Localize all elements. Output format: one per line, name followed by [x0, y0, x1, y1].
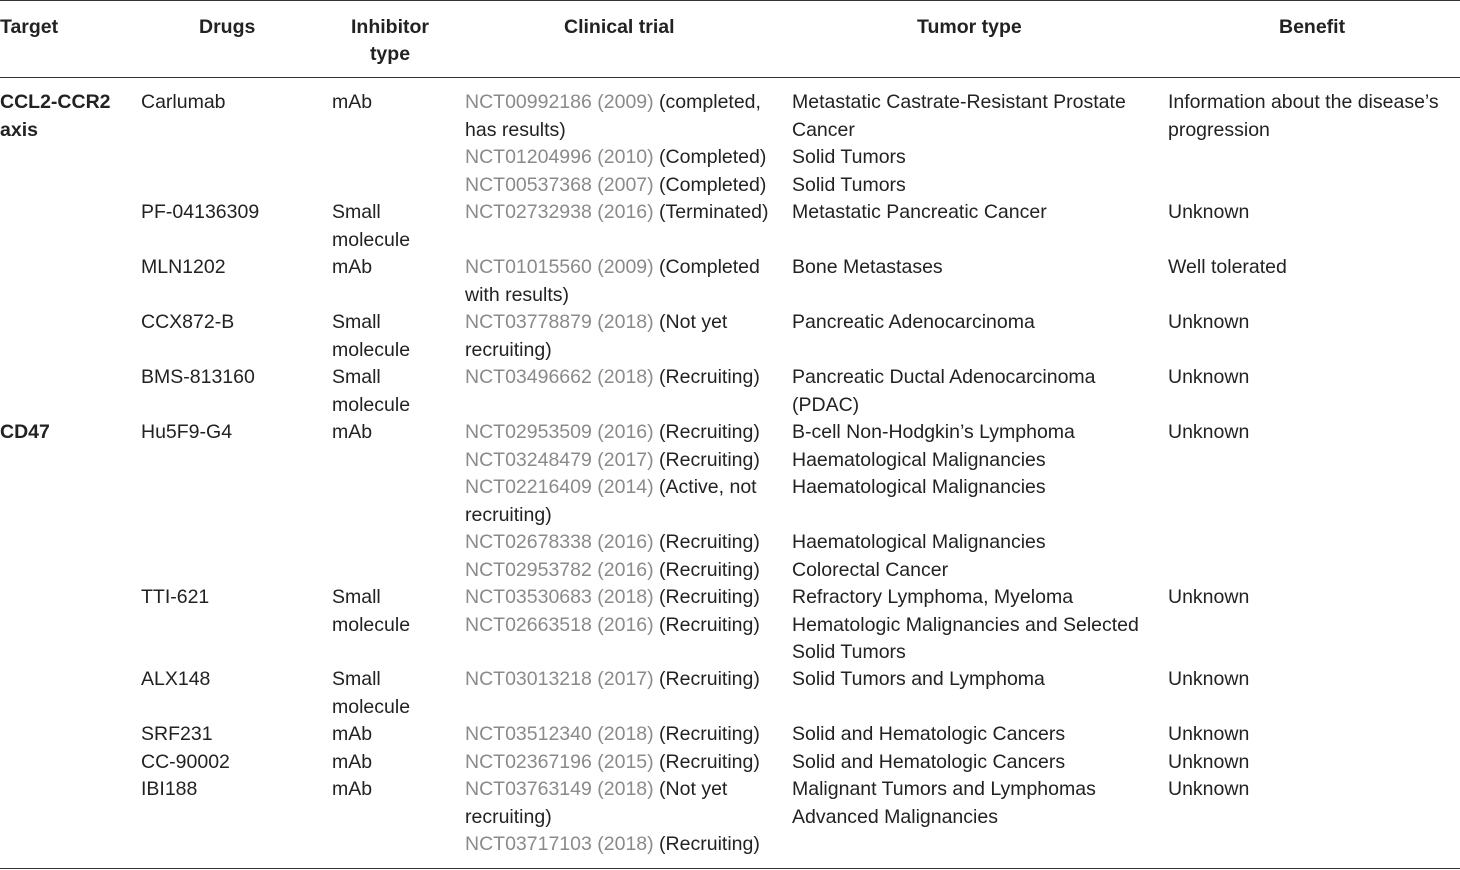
inhibitor-type-cell: Small molecule	[332, 668, 411, 718]
trial-year: (2015)	[597, 751, 654, 773]
tumor-entry: Solid and Hematologic Cancers	[792, 751, 1066, 773]
trial-status: (Recruiting)	[653, 586, 760, 608]
trial-status: (Recruiting)	[653, 668, 760, 690]
trial-entry	[465, 584, 785, 612]
tumor-entry: Colorectal Cancer	[792, 558, 949, 581]
header-target: Target	[0, 16, 59, 38]
tumor-type-cell	[792, 721, 1162, 749]
trial-year: (2016)	[597, 558, 654, 581]
drug-cell: BMS-813160	[141, 366, 255, 388]
tumor-entry: Pancreatic Ductal Adenocarcinoma (PDAC)	[792, 366, 1096, 416]
trial-year: (2018)	[597, 723, 654, 745]
tumor-entry: Metastatic Pancreatic Cancer	[792, 201, 1047, 223]
clinical-trial-cell	[465, 309, 785, 364]
tumor-entry: Haematological Malignancies	[792, 476, 1046, 498]
tumor-type-cell	[792, 89, 1162, 199]
header-benefit: Benefit	[1279, 16, 1346, 38]
drug-cell: IBI188	[141, 778, 198, 800]
tumor-entry: Malignant Tumors and Lymphomas	[792, 778, 1096, 800]
drug-cell: SRF231	[141, 723, 213, 745]
trial-status: (Completed)	[653, 146, 767, 168]
trial-year: (2010)	[597, 146, 654, 168]
inhibitor-type-cell: Small molecule	[332, 311, 411, 361]
trial-year: (2018)	[597, 833, 654, 855]
trial-id: NCT02953782	[465, 558, 592, 581]
tumor-entry: Solid Tumors	[792, 146, 906, 168]
tumor-entry: Metastatic Castrate-Resistant Prostate Cancer	[792, 91, 1126, 141]
tumor-entry: Solid Tumors	[792, 173, 906, 196]
trial-id: NCT02678338	[465, 531, 592, 553]
trial-status: (Completed with results)	[465, 256, 760, 306]
trial-id: NCT02663518	[465, 613, 592, 636]
drug-cell: MLN1202	[141, 256, 226, 278]
trial-id: NCT03496662	[465, 366, 592, 388]
drug-cell: Hu5F9-G4	[141, 421, 233, 443]
trial-year: (2017)	[597, 668, 654, 690]
drug-cell: TTI-621	[141, 586, 210, 608]
tumor-entry: Advanced Malignancies	[792, 805, 998, 828]
benefit-cell: Information about the disease’s progression	[1168, 91, 1439, 141]
trial-status: (completed, has results)	[465, 91, 761, 141]
trial-entry	[465, 199, 785, 227]
tumor-entry: Refractory Lymphoma, Myeloma	[792, 586, 1074, 608]
tumor-type-cell	[792, 254, 1162, 282]
trial-status: (Recruiting)	[653, 751, 760, 773]
inhibitor-type-cell: mAb	[332, 751, 373, 773]
trial-id: NCT01204996	[465, 146, 592, 168]
benefit-cell: Unknown	[1168, 311, 1250, 333]
trial-year: (2018)	[597, 311, 654, 333]
benefit-cell: Unknown	[1168, 751, 1250, 773]
benefit-cell: Unknown	[1168, 366, 1250, 388]
clinical-trial-cell	[465, 749, 785, 777]
header-rule	[0, 77, 1460, 78]
trial-status: (Recruiting)	[653, 366, 760, 388]
trial-entry	[465, 419, 785, 447]
trial-status: (Recruiting)	[653, 531, 760, 553]
tumor-type-cell	[792, 364, 1162, 419]
tumor-entry: Haematological Malignancies	[792, 448, 1046, 471]
tumor-entry: Pancreatic Adenocarcinoma	[792, 311, 1035, 333]
benefit-cell: Unknown	[1168, 421, 1250, 443]
tumor-entry: Bone Metastases	[792, 256, 943, 278]
inhibitor-type-cell: Small molecule	[332, 201, 411, 251]
trial-year: (2016)	[597, 531, 654, 553]
trial-year: (2014)	[597, 476, 654, 498]
trial-year: (2007)	[597, 173, 654, 196]
tumor-entry: Haematological Malignancies	[792, 531, 1046, 553]
trial-id: NCT02367196	[465, 751, 592, 773]
trial-id: NCT00992186	[465, 91, 592, 113]
benefit-cell: Unknown	[1168, 778, 1250, 800]
trial-entry	[465, 254, 785, 309]
inhibitor-type-cell: Small molecule	[332, 366, 411, 416]
trial-entry	[465, 749, 785, 777]
trial-status: (Completed)	[653, 173, 767, 196]
inhibitor-type-cell: mAb	[332, 778, 373, 800]
tumor-type-cell	[792, 666, 1162, 694]
trial-year: (2016)	[597, 613, 654, 636]
trial-id: NCT03248479	[465, 448, 592, 471]
trial-status: (Recruiting)	[653, 833, 760, 855]
trial-status: (Recruiting)	[653, 558, 760, 581]
trial-entry	[465, 144, 785, 172]
top-rule	[0, 0, 1460, 1]
trial-year: (2009)	[597, 91, 654, 113]
clinical-trial-cell	[465, 199, 785, 227]
trial-year: (2018)	[597, 778, 654, 800]
trial-status: (Not yet recruiting)	[465, 778, 728, 828]
tumor-type-cell	[792, 199, 1162, 227]
clinical-trial-cell	[465, 254, 785, 309]
trial-entry	[465, 474, 785, 529]
tumor-entry: B-cell Non-Hodgkin’s Lymphoma	[792, 421, 1075, 443]
trial-id: NCT02216409	[465, 476, 592, 498]
clinical-trial-cell	[465, 776, 785, 859]
benefit-cell: Unknown	[1168, 723, 1250, 745]
trial-status: (Recruiting)	[653, 448, 760, 471]
trial-status: (Not yet recruiting)	[465, 311, 728, 361]
trial-status: (Recruiting)	[653, 613, 760, 636]
trial-entry	[465, 89, 785, 144]
benefit-cell: Unknown	[1168, 586, 1250, 608]
trial-year: (2018)	[597, 366, 654, 388]
target-cell: CCL2-CCR2 axis	[0, 91, 111, 141]
clinical-trial-cell	[465, 364, 785, 392]
inhibitor-type-cell: mAb	[332, 256, 373, 278]
trial-id: NCT02953509	[465, 421, 592, 443]
tumor-entry: Solid Tumors and Lymphoma	[792, 668, 1045, 690]
trial-id: NCT00537368	[465, 173, 592, 196]
trial-id: NCT02732938	[465, 201, 592, 223]
drug-cell: ALX148	[141, 668, 211, 690]
trial-id: NCT03717103	[465, 833, 592, 855]
header-tumor-type: Tumor type	[917, 16, 1022, 38]
trial-id: NCT03530683	[465, 586, 592, 608]
inhibitor-type-cell: mAb	[332, 91, 373, 113]
tumor-type-cell	[792, 309, 1162, 337]
trial-status: (Recruiting)	[653, 421, 760, 443]
bottom-rule	[0, 868, 1460, 869]
trial-entry	[465, 776, 785, 831]
trial-entry	[465, 666, 785, 694]
trial-entry	[465, 364, 785, 392]
trial-entry	[465, 529, 785, 557]
trial-id: NCT01015560	[465, 256, 592, 278]
drug-cell: CC-90002	[141, 751, 230, 773]
inhibitor-type-cell: mAb	[332, 421, 373, 443]
inhibitor-type-cell: mAb	[332, 723, 373, 745]
tumor-entry: Hematologic Malignancies and Selected Solid Tumors	[792, 613, 1139, 663]
trial-entry	[465, 831, 785, 859]
header-drugs: Drugs	[199, 16, 256, 38]
benefit-cell: Well tolerated	[1168, 256, 1287, 278]
trial-id: NCT03512340	[465, 723, 592, 745]
trial-id: NCT03778879	[465, 311, 592, 333]
trial-status: (Recruiting)	[653, 723, 760, 745]
trial-status: (Terminated)	[653, 201, 769, 223]
trial-entry	[465, 309, 785, 364]
drug-cell: CCX872-B	[141, 311, 235, 333]
trial-year: (2016)	[597, 201, 654, 223]
benefit-cell: Unknown	[1168, 668, 1250, 690]
trial-year: (2017)	[597, 448, 654, 471]
trial-id: NCT03763149	[465, 778, 592, 800]
clinical-trial-cell	[465, 89, 785, 199]
header-clinical-trial: Clinical trial	[564, 16, 675, 38]
trial-status: (Active, not recruiting)	[465, 476, 757, 526]
trial-entry	[465, 447, 785, 475]
trial-year: (2018)	[597, 586, 654, 608]
trial-entry	[465, 721, 785, 749]
inhibitor-type-cell: Small molecule	[332, 586, 411, 636]
tumor-type-cell	[792, 749, 1162, 777]
trial-year: (2016)	[597, 421, 654, 443]
tumor-entry: Solid and Hematologic Cancers	[792, 723, 1066, 745]
tumor-type-cell	[792, 776, 1162, 831]
drug-cell: Carlumab	[141, 91, 226, 113]
trial-entry	[465, 172, 785, 200]
clinical-trial-cell	[465, 666, 785, 694]
trial-entry	[465, 557, 785, 585]
benefit-cell: Unknown	[1168, 201, 1250, 223]
trial-entry	[465, 612, 785, 640]
header-inhibitor-type: Inhibitor type	[351, 16, 429, 65]
trial-id: NCT03013218	[465, 668, 592, 690]
trial-year: (2009)	[597, 256, 654, 278]
clinical-trial-cell	[465, 584, 785, 639]
target-cell: CD47	[0, 421, 50, 443]
drug-cell: PF-04136309	[141, 201, 260, 223]
tumor-type-cell	[792, 584, 1162, 667]
clinical-trial-cell	[465, 721, 785, 749]
